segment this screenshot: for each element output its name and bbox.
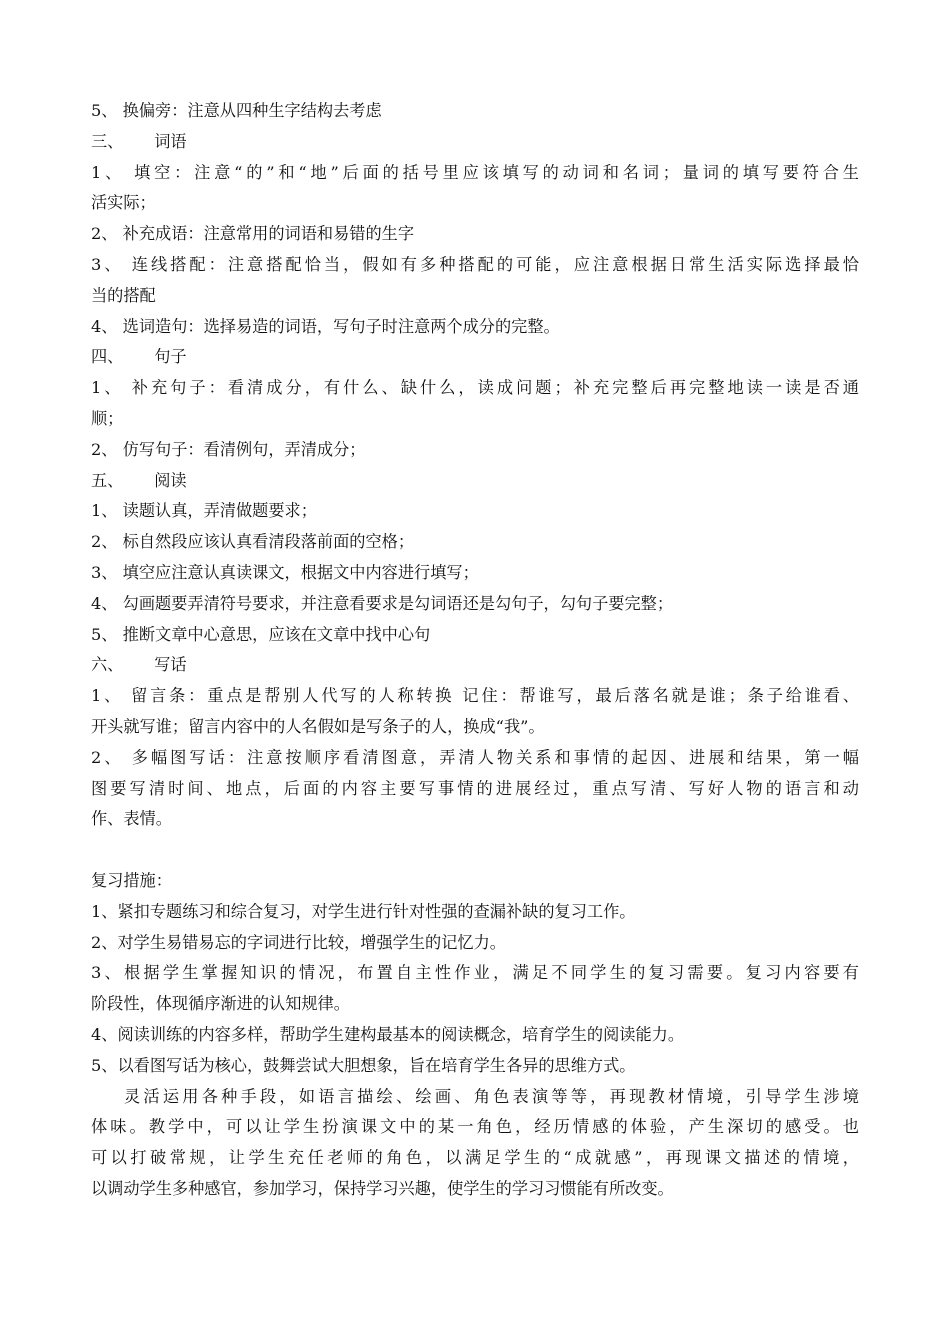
text-line: 4、 勾画题要弄清符号要求，并注意看要求是勾词语还是勾句子，勾句子要完整； (91, 593, 674, 613)
text-line: 顺； (91, 408, 124, 428)
section-heading: 四、 句子 (91, 347, 187, 367)
text-line: 以调动学生多种感官，参加学习，保持学习兴趣，使学生的学习习惯能有所改变。 (91, 1178, 674, 1198)
text-line: 2、对学生易错易忘的字词进行比较，增强学生的记忆力。 (91, 932, 506, 952)
text-line: 1、 读题认真，弄清做题要求； (91, 501, 317, 521)
text-line: 2、 多幅图写话：注意按顺序看清图意，弄清人物关系和事情的起因、进展和结果，第一幅 (91, 747, 859, 767)
text-line: 5、以看图写话为核心，鼓舞尝试大胆想象，旨在培育学生各异的思维方式。 (91, 1055, 636, 1075)
text-line: 体味。教学中，可以让学生扮演课文中的某一角色，经历情感的体验，产生深切的感受。也 (91, 1117, 859, 1137)
text-line: 1、 填空：注意“的”和“地”后面的括号里应该填写的动词和名词；量词的填写要符合生 (91, 162, 859, 182)
text-line: 4、 选词造句：选择易造的词语，写句子时注意两个成分的完整。 (91, 316, 560, 336)
section-heading: 五、 阅读 (91, 470, 187, 490)
text-line: 5、 推断文章中心意思，应该在文章中找中心句 (91, 624, 431, 644)
text-line: 1、 留言条：重点是帮别人代写的人称转换 记住：帮谁写，最后落名就是谁；条子给谁看、 (91, 686, 859, 706)
text-line: 灵活运用各种手段，如语言描绘、绘画、角色表演等等，再现教材情境，引导学生涉境 (124, 1086, 859, 1106)
document-page (91, 96, 859, 1205)
text-line: 1、紧扣专题练习和综合复习，对学生进行针对性强的查漏补缺的复习工作。 (91, 901, 636, 921)
text-line: 可以打破常规，让学生充任老师的角色，以满足学生的“成就感”，再现课文描述的情境， (91, 1148, 859, 1168)
text-line: 2、 标自然段应该认真看清段落前面的空格； (91, 532, 415, 552)
blank-line (91, 835, 859, 866)
text-line: 4、阅读训练的内容多样，帮助学生建构最基本的阅读概念，培育学生的阅读能力。 (91, 1024, 685, 1044)
text-line: 2、 补充成语：注意常用的词语和易错的生字 (91, 224, 415, 244)
text-line: 活实际； (91, 193, 156, 213)
text-line: 3、 填空应注意认真读课文，根据文中内容进行填写； (91, 562, 479, 582)
text-line: 3、根据学生掌握知识的情况，布置自主性作业，满足不同学生的复习需要。复习内容要有 (91, 963, 859, 983)
text-line: 3、 连线搭配：注意搭配恰当，假如有多种搭配的可能，应注意根据日常生活实际选择最恰 (91, 254, 859, 274)
text-line: 复习措施： (91, 870, 172, 890)
text-line: 图要写清时间、地点，后面的内容主要写事情的进展经过，重点写清、写好人物的语言和动 (91, 778, 859, 798)
text-line: 5、 换偏旁：注意从四种生字结构去考虑 (91, 101, 382, 120)
text-line: 2、 仿写句子：看清例句，弄清成分； (91, 439, 366, 459)
text-line: 阶段性，体现循序渐进的认知规律。 (91, 994, 350, 1014)
text-line: 作、表情。 (91, 809, 172, 829)
text-line: 开头就写谁；留言内容中的人名假如是写条子的人，换成“我”。 (91, 716, 545, 736)
section-heading: 六、 写话 (91, 655, 187, 675)
text-line: 1、 补充句子：看清成分，有什么、缺什么，读成问题；补充完整后再完整地读一读是否通 (91, 378, 859, 398)
section-heading: 三、 词语 (91, 131, 187, 151)
text-line: 当的搭配 (91, 285, 156, 305)
